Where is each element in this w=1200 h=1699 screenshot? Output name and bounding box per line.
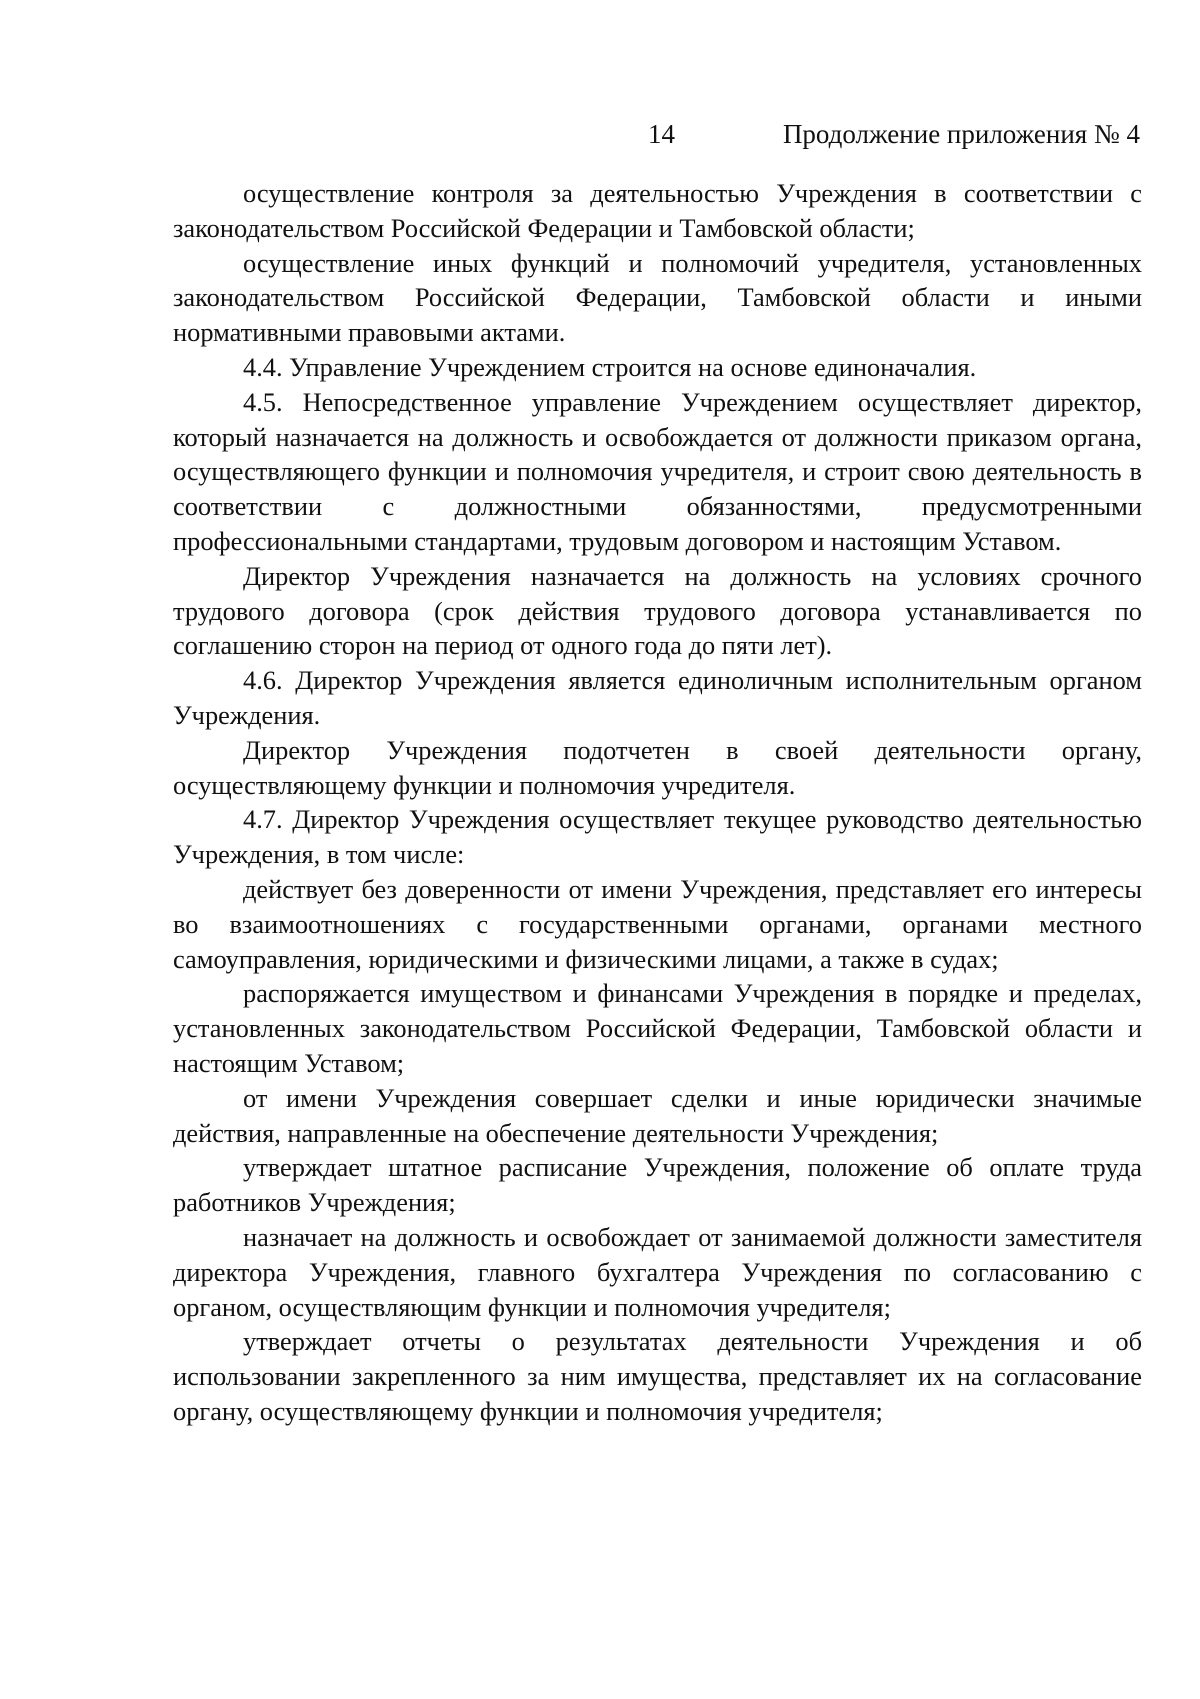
paragraph: осуществление контроля за деятельностью Учреждения в соответствии с законодательством Российской Федерации и Тамбовской области;: [173, 178, 1142, 243]
paragraph-clause-4-5: 4.5. Непосредственное управление Учреждением осуществляет директор, который назначается на должность и освобождается от должности приказом органа, осуществляющего функции и полномочия учредителя, и строит свою деятельность в соответствии с должностными обязанностями, предусмотренными профессиональными стандартами, трудовым договором и настоящим Уставом.: [173, 386, 1142, 556]
paragraph: утверждает отчеты о результатах деятельности Учреждения и об использовании закрепленного за ним имущества, представляет их на согласование органу, осуществляющему функции и полномочия учредителя;: [173, 1326, 1142, 1426]
paragraph: от имени Учреждения совершает сделки и иные юридически значимые действия, направленные на обеспечение деятельности Учреждения;: [173, 1082, 1142, 1148]
paragraph: распоряжается имуществом и финансами Учреждения в порядке и пределах, установленных законодательством Российской Федерации, Тамбовской области и настоящим Уставом;: [173, 978, 1142, 1078]
paragraph-clause-4-6: 4.6. Директор Учреждения является единоличным исполнительным органом Учреждения.: [173, 665, 1142, 730]
paragraph: осуществление иных функций и полномочий учредителя, установленных законодательством Российской Федерации, Тамбовской области и иными нормативными правовыми актами.: [173, 247, 1142, 348]
page-header: [0, 116, 1200, 152]
paragraph: Директор Учреждения назначается на должность на условиях срочного трудового договора (срок действия трудового договора устанавливается по соглашению сторон на период от одного года до пяти лет).: [173, 560, 1142, 661]
appendix-continuation-label: Продолжение приложения № 4: [782, 119, 1140, 149]
paragraph-clause-4-7: 4.7. Директор Учреждения осуществляет текущее руководство деятельностью Учреждения, в том числе:: [173, 804, 1142, 870]
paragraph: назначает на должность и освобождает от занимаемой должности заместителя директора Учреждения, главного бухгалтера Учреждения по согласованию с органом, осуществляющим функции и полномочия учредителя;: [173, 1221, 1142, 1322]
paragraph: утверждает штатное расписание Учреждения, положение об оплате труда работников Учреждения;: [173, 1152, 1142, 1218]
page-number: 14: [648, 119, 675, 149]
document-body: [173, 176, 1142, 1429]
paragraph-clause-4-4: 4.4. Управление Учреждением строится на основе единоначалия.: [243, 351, 977, 382]
paragraph: Директор Учреждения подотчетен в своей деятельности органу, осуществляющему функции и полномочия учредителя.: [173, 734, 1142, 800]
paragraph: действует без доверенности от имени Учреждения, представляет его интересы во взаимоотношениях с государственными органами, органами местного самоуправления, юридическими и физическими лицами, а также в судах;: [173, 873, 1142, 974]
